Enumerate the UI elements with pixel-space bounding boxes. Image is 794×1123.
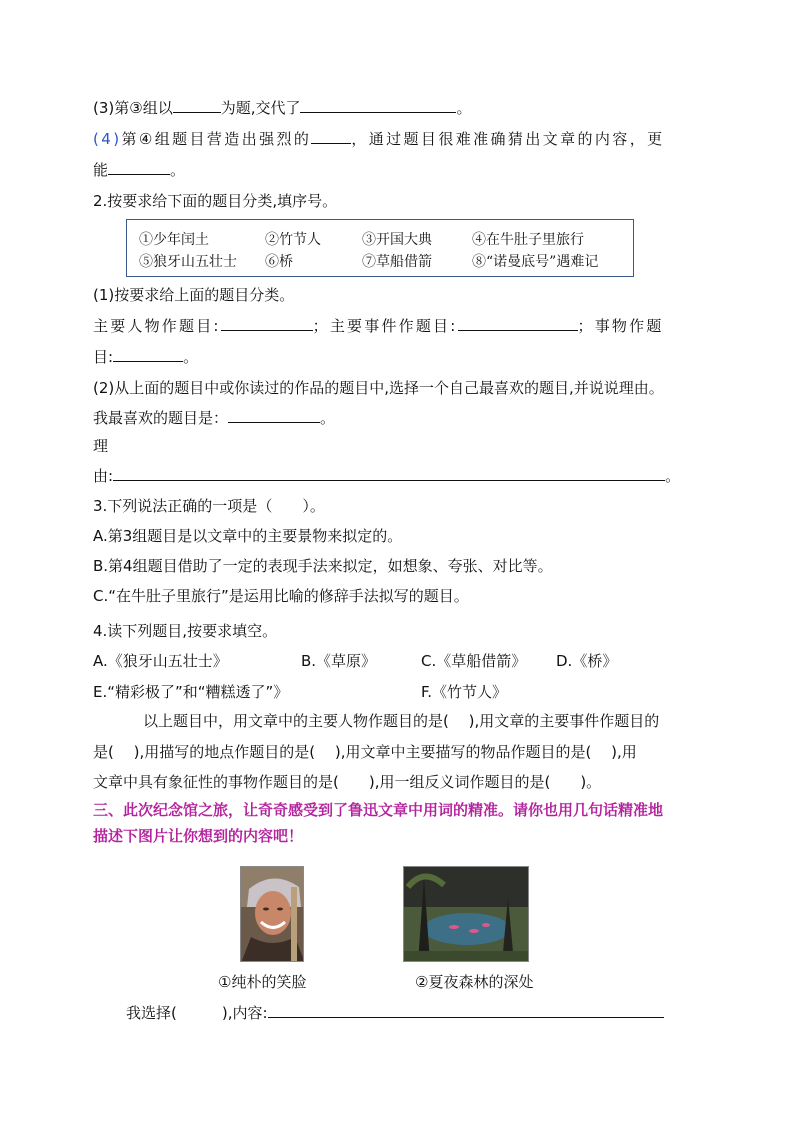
q4-blank-1[interactable] [311,129,351,144]
q3-line: (3)第③组以 为题,交代了 。 [93,99,472,117]
title-item: ④在牛肚子里旅行 [472,232,584,248]
s4-para-2: 是( ),用描写的地点作题目的是( ),用文章中主要描写的物品作题目的是( ),用 [93,743,637,761]
s4-title: 4.读下列题目,按要求填空。 [93,622,278,640]
s2-fav-line: 我最喜欢的题目是： 。 [93,409,336,427]
s4-para-3: 文章中具有象征性的事物作题目的是( ),用一组反义词作题目的是( )。 [93,773,602,791]
q4-blank-2[interactable] [108,160,170,175]
s4-opt-f: F.《竹节人》 [421,683,507,701]
title-item: ⑦草船借箭 [362,254,432,270]
q3-prefix: (3)第③组以 [93,99,173,117]
q4-line2: 能 。 [93,161,186,179]
q3-mid: 为题,交代了 [220,99,301,117]
smiling-face-image [240,866,304,962]
sec3-heading-2: 描述下图片让你想到的内容吧！ [93,827,304,845]
title-item: ⑤狼牙山五壮士 [139,254,237,270]
object-blank[interactable] [113,347,183,362]
s4-opt-b: B.《草原》 [301,652,377,670]
s3-title: 3.下列说法正确的一项是（ ）。 [93,497,325,515]
q4-line: (4)第④组题目营造出强烈的 ，通过题目很难准确猜出文章的内容，更 [93,130,665,148]
s3-option-a: A.第3组题目是以文章中的主要景物来拟定的。 [93,527,403,545]
s4-opt-d: D.《桥》 [556,652,618,670]
event-blank[interactable] [458,316,578,331]
title-item: ⑥桥 [265,254,293,270]
title-item: ②竹节人 [265,232,321,248]
s4-opt-c: C.《草船借箭》 [421,652,527,670]
s4-opt-a: A.《狼牙山五壮士》 [93,652,228,670]
s2-p1: (1)按要求给上面的题目分类。 [93,286,295,304]
s2-reason-label: 理 [93,437,109,455]
title-item: ③开国大典 [362,232,432,248]
titles-box [126,219,634,277]
night-forest-image [403,866,529,962]
content-blank[interactable] [268,1003,664,1018]
s4-para-1: 以上题目中，用文章中的主要人物作题目的是( ),用文章的主要事件作题目的 [143,712,660,730]
s2-title: 2.按要求给下面的题目分类,填序号。 [93,192,338,210]
caption-smiling-face: ①纯朴的笑脸 [218,973,307,991]
q4-number: (4) [93,130,122,148]
s2-p1-line: 主要人物作题目: ；主要事件作题目: ；事物作题 [93,317,664,335]
sec3-heading-1: 三、此次纪念馆之旅，让奇奇感受到了鲁迅文章中用词的精准。请你也用几句话精准地 [93,801,664,819]
reason-blank[interactable] [113,466,665,481]
q3-blank-1[interactable] [173,98,221,113]
s4-opt-e: E.“精彩极了”和“糟糕透了”》 [93,683,289,701]
person-blank[interactable] [221,316,313,331]
s3-option-b: B.第4组题目借助了一定的表现手法来拟定，如想象、夸张、对比等。 [93,557,553,575]
choice-line: 我选择( ),内容: [126,1003,664,1023]
s2-p1-line2: 目: 。 [93,348,199,366]
s2-reason-line: 由: 。 [93,467,681,485]
title-item: ①少年闰土 [139,232,209,248]
caption-night-forest: ②夏夜森林的深处 [415,973,534,991]
s3-option-c: C.“在牛肚子里旅行”是运用比喻的修辞手法拟写的题目。 [93,587,469,605]
favorite-blank[interactable] [228,408,320,423]
title-item: ⑧“诺曼底号”遇难记 [472,254,599,270]
q3-blank-2[interactable] [300,98,456,113]
s2-p2: (2)从上面的题目中或你读过的作品的题目中,选择一个自己最喜欢的题目,并说说理由。 [93,379,664,397]
